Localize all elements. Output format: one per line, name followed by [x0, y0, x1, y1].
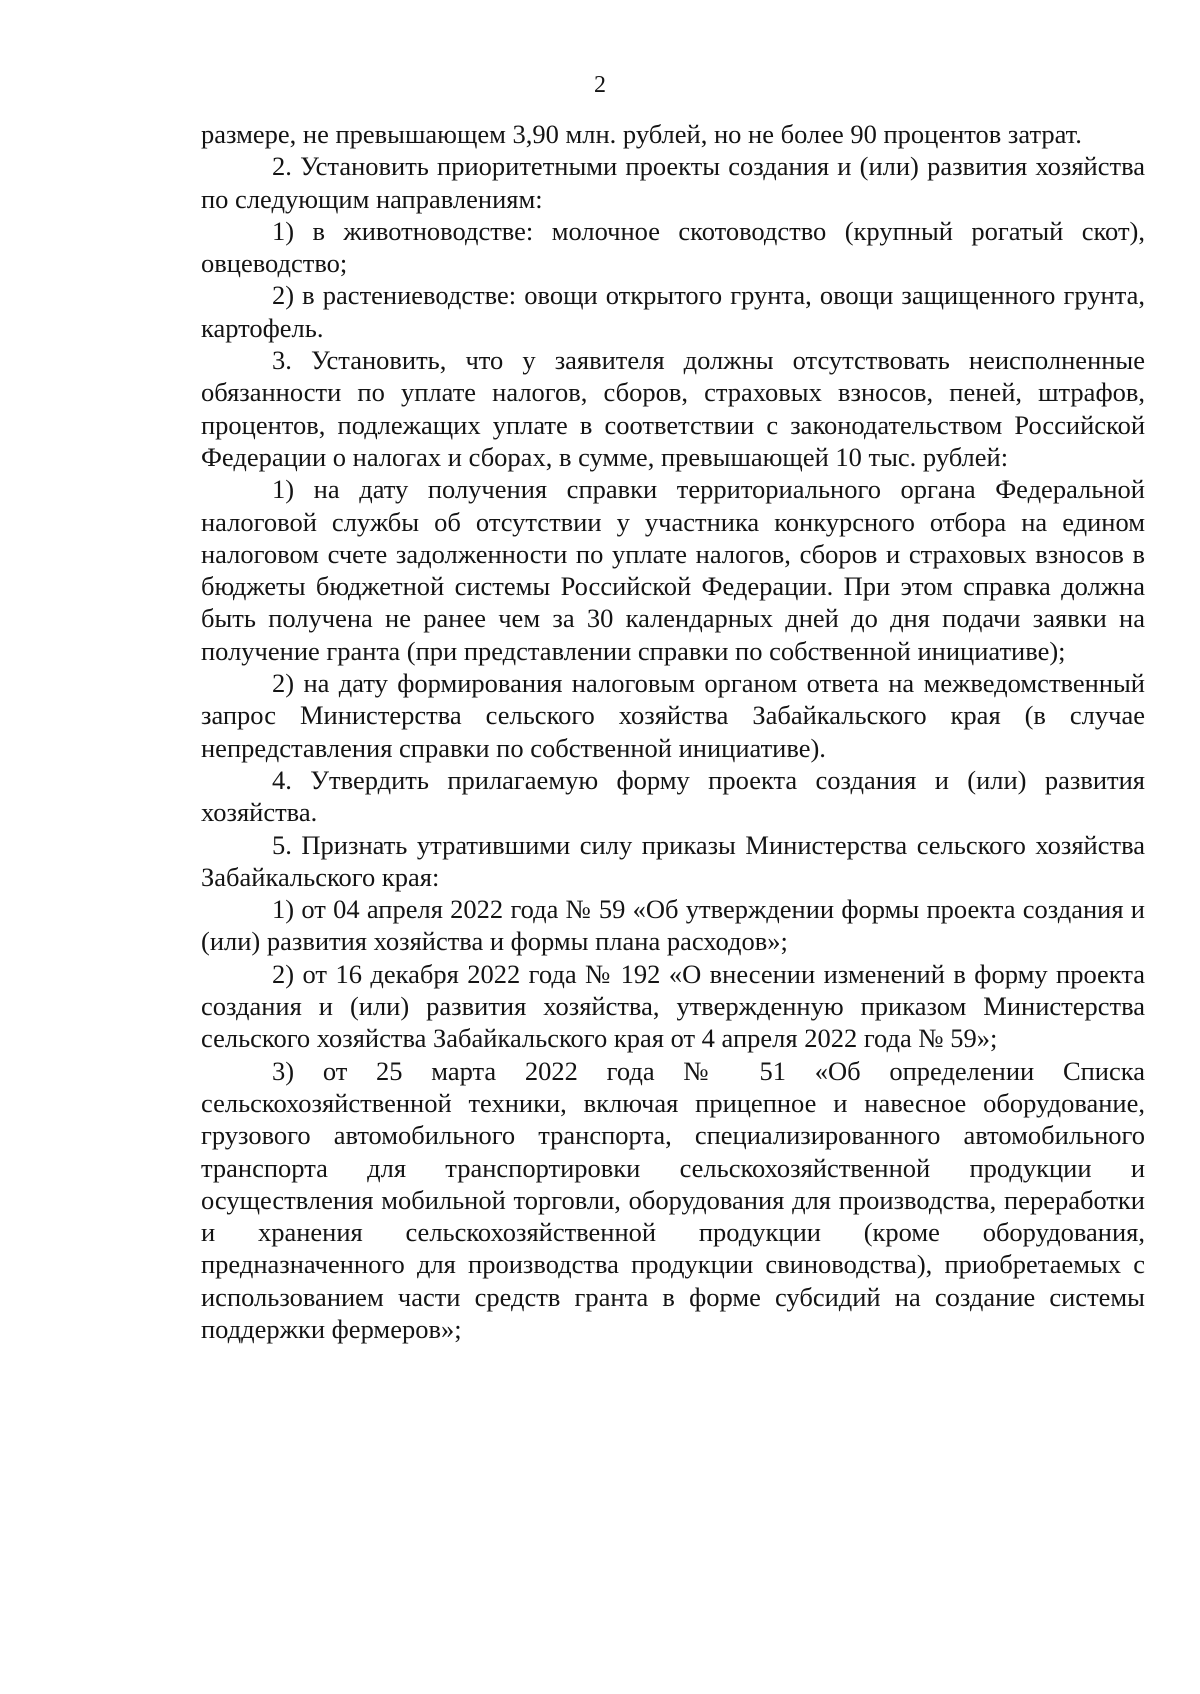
paragraph-subitem-order-51: 3) от 25 марта 2022 года № 51 «Об определении Списка сельскохозяйственной техники, включая прицепное и навесное оборудование, грузового автомобильного транспорта, специализированного автомобильного транспорта для транспортировки сельскохозяйственной продукции и осуществления мобильной торговли, оборудования для производства, переработки и хранения сельскохозяйственной продукции (кроме оборудования, предназначенного для производства продукции свиноводства), приобретаемых с использованием части средств гранта в форме субсидий на создание системы поддержки фермеров»;: [201, 1055, 1145, 1344]
paragraph-item-5: 5. Признать утратившими силу приказы Министерства сельского хозяйства Забайкальского края:: [201, 829, 1145, 892]
paragraph-subitem-tax-certificate: 1) на дату получения справки территориального органа Федеральной налоговой службы об отсутствии у участника конкурсного отбора на едином налоговом счете задолженности по уплате налогов, сборов и страховых взносов в бюджеты бюджетной системы Российской Федерации. При этом справка должна быть получена не ранее чем за 30 календарных дней до дня подачи заявки на получение гранта (при представлении справки по собственной инициативе);: [201, 474, 1145, 666]
paragraph-item-3: 3. Установить, что у заявителя должны отсутствовать неисполненные обязанности по уплате налогов, сборов, страховых взносов, пеней, штрафов, процентов, подлежащих уплате в соответствии с законодательством Российской Федерации о налогах и сборах, в сумме, превышающей 10 тыс. рублей:: [201, 345, 1145, 472]
paragraph-subitem-crops: 2) в растениеводстве: овощи открытого грунта, овощи защищенного грунта, картофель.: [201, 280, 1145, 343]
document-body: [201, 118, 1145, 1345]
paragraph-item-4: 4. Утвердить прилагаемую форму проекта создания и (или) развития хозяйства.: [201, 764, 1145, 828]
paragraph-subitem-interagency-request: 2) на дату формирования налоговым органом ответа на межведомственный запрос Министерства сельского хозяйства Забайкальского края (в случае непредставления справки по собственной инициативе).: [201, 668, 1145, 763]
page-number: 2: [594, 72, 606, 98]
paragraph-subitem-livestock: 1) в животноводстве: молочное скотоводство (крупный рогатый скот), овцеводство;: [201, 215, 1145, 279]
paragraph-subitem-order-192: 2) от 16 декабря 2022 года № 192 «О внесении изменений в форму проекта создания и (или) развития хозяйства, утвержденную приказом Министерства сельского хозяйства Забайкальского края от 4 апреля 2022 года № 59»;: [201, 958, 1145, 1054]
paragraph-subitem-order-59: 1) от 04 апреля 2022 года № 59 «Об утверждении формы проекта создания и (или) развития хозяйства и формы плана расходов»;: [201, 894, 1145, 957]
paragraph-continuation: размере, не превышающем 3,90 млн. рублей, но не более 90 процентов затрат.: [201, 119, 1082, 149]
paragraph-item-2: 2. Установить приоритетными проекты создания и (или) развития хозяйства по следующим направлениям:: [201, 151, 1145, 214]
